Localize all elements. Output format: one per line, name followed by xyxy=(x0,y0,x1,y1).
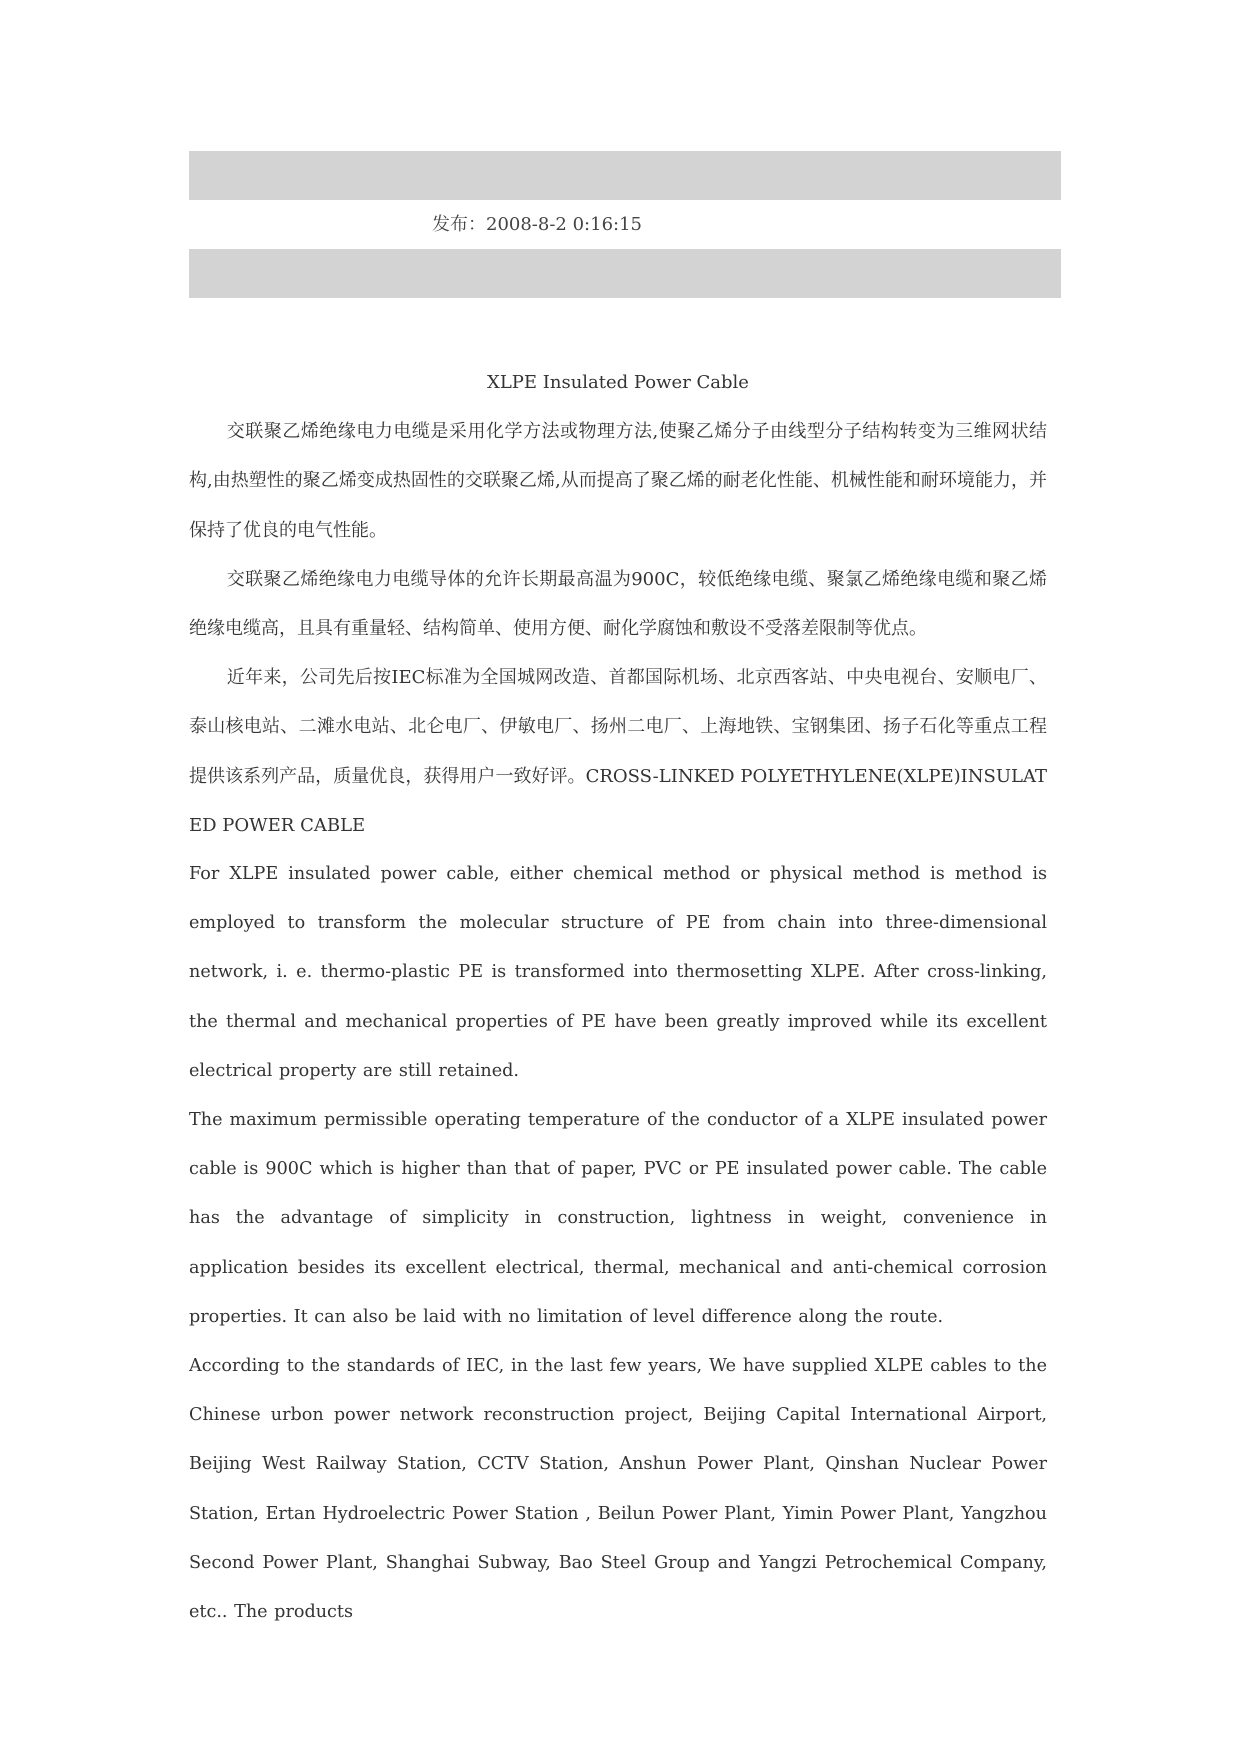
paragraph-cn-2: 交联聚乙烯绝缘电力电缆导体的允许长期最高温为900C，较低绝缘电缆、聚氯乙烯绝缘电缆和聚乙烯绝缘电缆高，且具有重量轻、结构简单、使用方便、耐化学腐蚀和敷设不受落差限制等优点。 xyxy=(189,568,1047,640)
article-body xyxy=(189,358,1047,1637)
paragraph-cn-1: 交联聚乙烯绝缘电力电缆是采用化学方法或物理方法,使聚乙烯分子由线型分子结构转变为三维网状结构,由热塑性的聚乙烯变成热固性的交联聚乙烯,从而提高了聚乙烯的耐老化性能、机械性能和耐环境能力，并保持了优良的电气性能。 xyxy=(189,421,1047,541)
paragraph-en-1: For XLPE insulated power cable, either chemical method or physical method is method is employed to transform the molecular structure of PE from chain into three-dimensional network, i. e. thermo-plastic PE is transformed into thermosetting XLPE. After cross-linking, the thermal and mechanical properties of PE have been greatly improved while its excellent electrical property are still retained. xyxy=(189,864,1047,1081)
paragraph-en-2: The maximum permissible operating temperature of the conductor of a XLPE insulated power cable is 900C which is higher than that of paper, PVC or PE insulated power cable. The cable has the advantage of simplicity in construction, lightness in weight, convenience in application besides its excellent electrical, thermal, mechanical and anti-chemical corrosion properties. It can also be laid with no limitation of level difference along the route. xyxy=(189,1110,1047,1327)
header-bar-top xyxy=(189,151,1061,200)
publish-info xyxy=(432,212,642,238)
paragraph-en-3: According to the standards of IEC, in the last few years, We have supplied XLPE cables to the Chinese urbon power network reconstruction project, Beijing Capital International Airport, Beijing West Railway Station, CCTV Station, Anshun Power Plant, Qinshan Nuclear Power Station, Ertan Hydroelectric Power Station , Beilun Power Plant, Yimin Power Plant, Yangzhou Second Power Plant, Shanghai Subway, Bao Steel Group and Yangzi Petrochemical Company, etc.. The products xyxy=(189,1356,1047,1623)
publish-label: 发布： xyxy=(432,214,486,235)
article-title: XLPE Insulated Power Cable xyxy=(487,372,749,393)
paragraph-cn-3: 近年来，公司先后按IEC标准为全国城网改造、首都国际机场、北京西客站、中央电视台、安顺电厂、泰山核电站、二滩水电站、北仑电厂、伊敏电厂、扬州二电厂、上海地铁、宝钢集团、扬子石化等重点工程提供该系列产品，质量优良，获得用户一致好评。CROSS-LINKED POLYETHYLENE(XLPE)INSULATED POWER CABLE xyxy=(189,667,1047,836)
header-bar-bottom xyxy=(189,249,1061,298)
publish-datetime: 2008-8-2 0:16:15 xyxy=(486,214,642,235)
